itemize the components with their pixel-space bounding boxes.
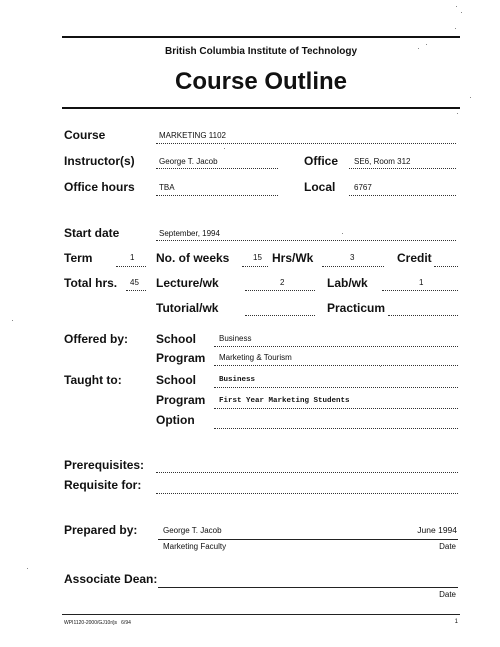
hrs-wk-label: Hrs/Wk [272, 251, 314, 265]
office-hours-label: Office hours [64, 180, 135, 194]
local-line [349, 195, 456, 196]
taught-school-line [214, 387, 458, 388]
prepared-date-caption: Date [439, 542, 456, 551]
instructor-line [156, 168, 278, 169]
total-hrs-line [126, 290, 146, 291]
footer-rule [62, 614, 460, 615]
instructor-label: Instructor(s) [64, 154, 135, 168]
scan-speck [461, 12, 462, 13]
taught-school-label: School [156, 373, 197, 387]
term-label: Term [64, 251, 93, 265]
lecture-label: Lecture/wk [156, 276, 219, 290]
practicum-line [388, 315, 458, 316]
prepared-by-name: George T. Jacob [163, 526, 222, 535]
start-date-line [156, 240, 456, 241]
start-date-value: September, 1994 [159, 229, 220, 238]
lecture-line [245, 290, 315, 291]
local-value: 6767 [354, 183, 372, 192]
weeks-line [242, 266, 268, 267]
requisite-for-line [156, 493, 458, 494]
weeks-label: No. of weeks [156, 251, 230, 265]
hrs-wk-line [322, 266, 384, 267]
total-hrs-label: Total hrs. [64, 276, 118, 290]
prepared-date: June 1994 [417, 525, 457, 535]
instructor-value: George T. Jacob [159, 157, 218, 166]
office-line [349, 168, 456, 169]
taught-program-line [214, 408, 458, 409]
course-line [156, 143, 456, 144]
hrs-wk-value: 3 [350, 253, 355, 262]
scan-speck [457, 113, 458, 114]
office-hours-value: TBA [159, 183, 175, 192]
scan-speck [224, 148, 225, 149]
scan-speck [455, 28, 456, 29]
prepared-by-label: Prepared by: [64, 523, 138, 537]
prepared-dept: Marketing Faculty [163, 542, 227, 551]
scan-speck [426, 44, 427, 45]
course-value: MARKETING 1102 [159, 131, 226, 140]
scan-speck [418, 48, 419, 49]
requisite-for-label: Requisite for: [64, 478, 142, 492]
offered-school-line [214, 346, 458, 347]
offered-school-label: School [156, 332, 197, 346]
associate-dean-label: Associate Dean: [64, 572, 158, 586]
institution-name: British Columbia Institute of Technology [164, 46, 358, 57]
lab-value: 1 [419, 278, 424, 287]
credit-label: Credit [397, 251, 432, 265]
associate-dean-line [158, 587, 458, 588]
scan-speck [456, 6, 457, 7]
start-date-label: Start date [64, 226, 120, 240]
course-label: Course [64, 128, 106, 142]
lab-line [382, 290, 458, 291]
scan-speck [342, 233, 343, 234]
credit-line [434, 266, 458, 267]
tutorial-label: Tutorial/wk [156, 301, 219, 315]
associate-dean-date-caption: Date [439, 590, 456, 599]
prepared-line [158, 539, 458, 540]
practicum-label: Practicum [327, 301, 386, 315]
weeks-value: 15 [253, 253, 262, 262]
header-rule [62, 107, 460, 109]
offered-by-label: Offered by: [64, 332, 129, 346]
top-rule [62, 36, 460, 38]
taught-option-label: Option [156, 413, 195, 427]
offered-program-line [214, 365, 458, 366]
local-label: Local [304, 180, 336, 194]
taught-school-value: Business [219, 376, 256, 384]
office-label: Office [304, 154, 339, 168]
office-hours-line [156, 195, 278, 196]
tutorial-line [245, 315, 315, 316]
page-number: 1 [454, 619, 458, 625]
offered-program-label: Program [156, 351, 206, 365]
offered-school-value: Business [219, 334, 252, 343]
offered-program-value: Marketing & Tourism [219, 353, 292, 362]
prerequisites-label: Prerequisites: [64, 458, 145, 472]
term-line [116, 266, 146, 267]
total-hrs-value: 45 [130, 278, 139, 287]
scan-speck [380, 366, 381, 367]
scan-speck [12, 320, 13, 321]
page-title: Course Outline [174, 68, 348, 95]
prerequisites-line [156, 472, 458, 473]
term-value: 1 [130, 253, 135, 262]
lab-label: Lab/wk [327, 276, 368, 290]
taught-option-line [214, 428, 458, 429]
scan-speck [27, 568, 28, 569]
office-value: SE6, Room 312 [354, 157, 411, 166]
scan-speck [470, 97, 471, 98]
lecture-value: 2 [280, 278, 285, 287]
taught-program-value: First Year Marketing Students [219, 397, 350, 405]
taught-program-label: Program [156, 393, 206, 407]
taught-to-label: Taught to: [64, 373, 122, 387]
form-code: WPI1120-2000/GJ10r/js 6/94 [64, 620, 131, 626]
